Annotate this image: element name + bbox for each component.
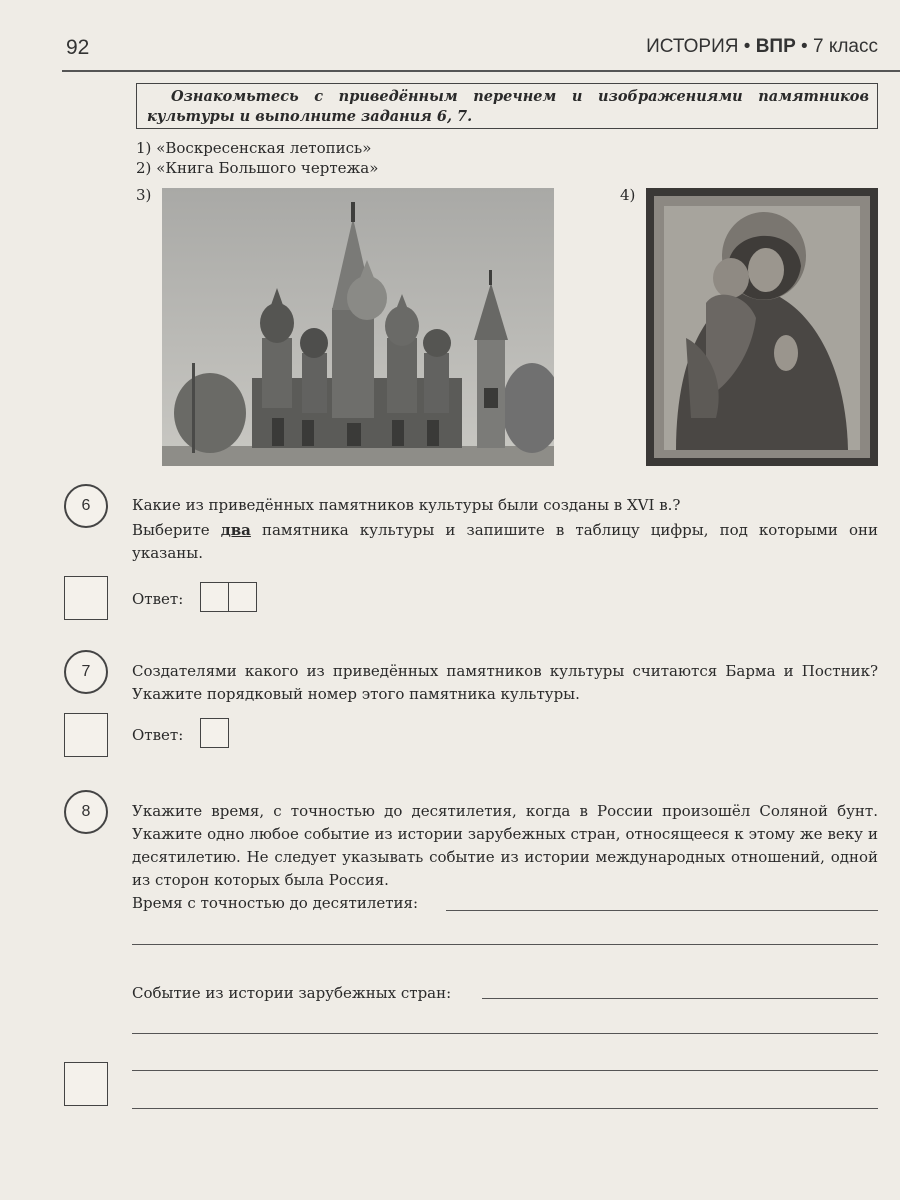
score-box-8 <box>64 1062 108 1106</box>
task-number-8: 8 <box>64 790 108 834</box>
exam-title: ВПР <box>755 36 796 57</box>
monument-item-1 <box>136 138 371 158</box>
task-8-question: Укажите время, с точностью до десятилетия, когда в России произошёл Соляной бунт. Укажите одно любое событие из истории зарубежных стран, относящееся к этому же веку и десятилетию. Не следует указывать событие из истории международных отношений, одной из сторон которых была Россия. <box>132 802 878 889</box>
running-head <box>646 36 878 58</box>
answer-label-7: Ответ: <box>132 726 184 744</box>
bullet-separator: • <box>801 36 813 57</box>
monument-title: «Книга Большого чертежа» <box>156 159 379 177</box>
task-6-text <box>132 494 878 565</box>
monument-item-2 <box>136 158 378 178</box>
event-answer-line-3[interactable] <box>132 1070 878 1071</box>
header-rule <box>62 70 900 72</box>
time-field-label: Время с точностью до десятилетия: <box>132 894 419 912</box>
task-7-question: Создателями какого из приведённых памятников культуры считаются Барма и Постник? Укажите порядковый номер этого памятника культуры. <box>132 662 878 703</box>
bullet-separator: • <box>743 36 756 57</box>
task-6-instruction: Выберите два памятника культуры и запишите в таблицу цифры, под которыми они указаны. <box>132 521 878 562</box>
answer-cell-6-1[interactable] <box>200 582 229 612</box>
grade-label: 7 класс <box>812 36 878 57</box>
answer-label-6: Ответ: <box>132 590 184 608</box>
time-answer-line-1[interactable] <box>446 910 878 911</box>
cathedral-photo <box>162 188 554 466</box>
page-number: 92 <box>66 36 90 59</box>
emphasis-two: два <box>220 521 251 539</box>
monument-number: 2) <box>136 159 152 177</box>
event-answer-line-2[interactable] <box>132 1033 878 1034</box>
event-field-label: Событие из истории зарубежных стран: <box>132 984 452 1002</box>
score-box-6 <box>64 576 108 620</box>
subject-title: ИСТОРИЯ <box>646 36 739 57</box>
answer-cell-6-2[interactable] <box>228 582 257 612</box>
event-answer-line-4[interactable] <box>132 1108 878 1109</box>
task-number-6: 6 <box>64 484 108 528</box>
monument-title: «Воскресенская летопись» <box>156 139 372 157</box>
event-answer-line-1[interactable] <box>482 998 878 999</box>
image-label-4: 4) <box>620 186 636 204</box>
score-box-7 <box>64 713 108 757</box>
madonna-icon-painting <box>646 188 878 466</box>
monument-number: 1) <box>136 139 152 157</box>
answer-cell-7[interactable] <box>200 718 229 748</box>
task-6-question: Какие из приведённых памятников культуры были созданы в XVI в.? <box>132 496 681 514</box>
time-answer-line-2[interactable] <box>132 944 878 945</box>
task-number-7: 7 <box>64 650 108 694</box>
intro-box: Ознакомьтесь с приведённым перечнем и изображениями памятников культуры и выполните задания 6, 7. <box>136 83 878 129</box>
image-label-3: 3) <box>136 186 152 204</box>
